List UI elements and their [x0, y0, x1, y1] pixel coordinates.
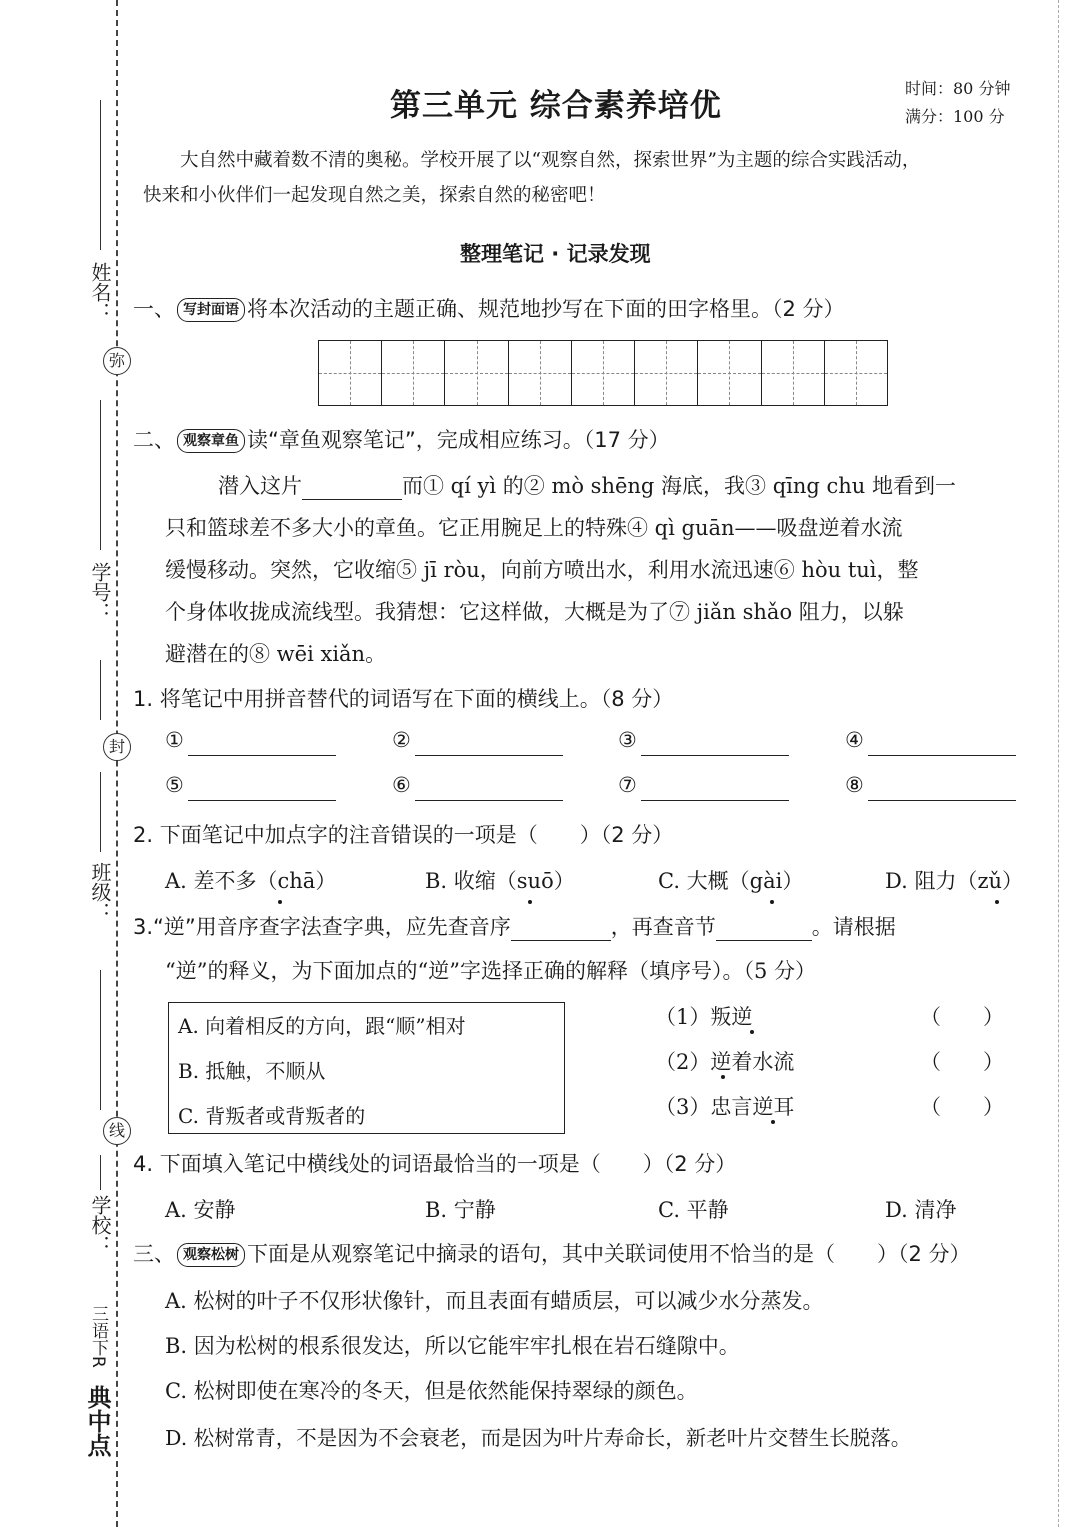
q3-answer-bracket[interactable]: （ ）: [920, 1050, 1004, 1074]
class-label: 班级：: [88, 862, 112, 922]
school-writing-line-top: [100, 970, 101, 1110]
q4-option-c[interactable]: C. 平静: [658, 1198, 729, 1222]
q3-blank-syllable[interactable]: [716, 916, 812, 941]
seal-char-feng: 封: [103, 733, 131, 761]
part3-question: [133, 1238, 971, 1268]
grid-cell[interactable]: [382, 341, 445, 405]
intro-line-1: 大自然中藏着数不清的奥秘。学校开展了以“观察自然，探索世界”为主题的综合实践活动，: [180, 150, 921, 171]
q3-text: ，再查音节: [610, 915, 716, 939]
q1-label-8: ⑧: [845, 773, 864, 797]
name-writing-line: [100, 100, 101, 250]
q1-answer-line[interactable]: [641, 755, 789, 756]
q2-option-d[interactable]: D. 阻力（zǔ）: [885, 869, 1024, 893]
section-heading: 整理笔记 · 记录发现: [460, 242, 651, 266]
q1-label-7: ⑦: [618, 773, 637, 797]
q1-text: 1. 将笔记中用拼音替代的词语写在下面的横线上。（8 分）: [133, 687, 674, 711]
passage-text: 潜入这片: [218, 474, 302, 498]
q4-text: 4. 下面填入笔记中横线处的词语最恰当的一项是（ ）（2 分）: [133, 1152, 737, 1176]
part3-option-c[interactable]: C. 松树即使在寒冷的冬天，但是依然能保持翠绿的颜色。: [165, 1379, 698, 1403]
part2-text: 读“章鱼观察笔记”，完成相应练习。（17 分）: [247, 428, 670, 452]
q1-label-4: ④: [845, 728, 864, 752]
name-label: 姓名：: [88, 262, 112, 322]
page-title: 第三单元 综合素养培优: [390, 88, 722, 124]
class-writing-line: [100, 772, 101, 852]
binding-dashed-line: [116, 0, 118, 1527]
q1-answer-line[interactable]: [868, 755, 1016, 756]
q3-item-1: （1）叛逆: [655, 1005, 753, 1029]
grid-cell[interactable]: [445, 341, 508, 405]
grid-cell[interactable]: [319, 341, 382, 405]
q2-option-b[interactable]: B. 收缩（suō）: [425, 869, 575, 893]
seal-char-mi: 弥: [103, 347, 131, 375]
right-dashed-line: [1058, 0, 1059, 1527]
part3-text: 下面是从观察笔记中摘录的语句，其中关联词使用不恰当的是（ ）（2 分）: [247, 1242, 971, 1266]
definition-c: C. 背叛者或背叛者的: [178, 1104, 366, 1128]
emphasis-dot: [528, 900, 532, 904]
grid-cell[interactable]: [698, 341, 761, 405]
emphasis-dot: [995, 900, 999, 904]
q1-answer-line[interactable]: [188, 800, 336, 801]
q1-answer-line[interactable]: [868, 800, 1016, 801]
q1-label-2: ②: [392, 728, 411, 752]
emphasis-dot: [721, 1075, 725, 1079]
grid-cell[interactable]: [509, 341, 572, 405]
id-writing-line: [100, 400, 101, 550]
emphasis-dot: [750, 1030, 754, 1034]
q1-label-5: ⑤: [165, 773, 184, 797]
grid-cell[interactable]: [762, 341, 825, 405]
grid-cell[interactable]: [635, 341, 698, 405]
id-label: 学号：: [88, 562, 112, 622]
part1-text: 将本次活动的主题正确、规范地抄写在下面的田字格里。（2 分）: [247, 297, 845, 321]
passage-line-5: 避潜在的⑧ wēi xiǎn。: [165, 642, 387, 666]
part2-number: 二、: [133, 428, 175, 452]
class-writing-line-top: [100, 660, 101, 720]
q3-line-1: [133, 911, 896, 941]
passage-line-3: 缓慢移动。突然，它收缩⑤ jī ròu，向前方喷出水，利用水流迅速⑥ hòu tuì，整: [165, 558, 919, 582]
passage-blank[interactable]: [302, 475, 402, 500]
definition-a: A. 向着相反的方向，跟“顺”相对: [178, 1014, 466, 1038]
publisher-logo: 典中点: [83, 1385, 111, 1457]
emphasis-dot: [771, 1120, 775, 1124]
emphasis-dot: [278, 900, 282, 904]
q3-item-3: （3）忠言逆耳: [655, 1095, 795, 1119]
q4-option-b[interactable]: B. 宁静: [425, 1198, 496, 1222]
q3-blank-letter[interactable]: [511, 916, 611, 941]
grade-label: 三语下R: [88, 1305, 108, 1368]
q1-label-1: ①: [165, 728, 184, 752]
q3-text: 3.“逆”用音序查字法查字典，应先查音序: [133, 915, 511, 939]
passage-text: 而① qí yì 的② mò shēng 海底，我③ qīng chu 地看到一: [402, 474, 957, 498]
q1-label-3: ③: [618, 728, 637, 752]
q4-option-a[interactable]: A. 安静: [165, 1198, 236, 1222]
part3-number: 三、: [133, 1242, 175, 1266]
tianzige-grid[interactable]: [318, 340, 888, 406]
q4-option-d[interactable]: D. 清净: [885, 1198, 957, 1222]
grid-cell[interactable]: [825, 341, 887, 405]
school-writing-line: [100, 1155, 101, 1190]
q1-answer-line[interactable]: [415, 800, 563, 801]
full-score: 满分：100 分: [905, 107, 1005, 126]
q1-answer-line[interactable]: [415, 755, 563, 756]
q3-answer-bracket[interactable]: （ ）: [920, 1095, 1004, 1119]
time-limit: 时间：80 分钟: [905, 79, 1011, 98]
q2-option-c[interactable]: C. 大概（gài）: [658, 869, 804, 893]
school-label: 学校：: [88, 1195, 112, 1255]
passage-line-1: [218, 470, 956, 500]
definition-b: B. 抵触，不顺从: [178, 1059, 326, 1083]
part3-tag: 观察松树: [177, 1243, 245, 1267]
passage-line-4: 个身体收拢成流线型。我猜想：它这样做，大概是为了⑦ jiǎn shǎo 阻力，以躲: [165, 600, 904, 624]
part3-option-d[interactable]: D. 松树常青，不是因为不会衰老，而是因为叶片寿命长，新老叶片交替生长脱落。: [165, 1426, 912, 1450]
q1-answer-line[interactable]: [188, 755, 336, 756]
grid-cell[interactable]: [572, 341, 635, 405]
q1-answer-line[interactable]: [641, 800, 789, 801]
part1-question: [133, 293, 845, 323]
part2-question: [133, 424, 670, 454]
q3-item-2: （2）逆着水流: [655, 1050, 795, 1074]
part3-option-a[interactable]: A. 松树的叶子不仅形状像针，而且表面有蜡质层，可以减少水分蒸发。: [165, 1289, 824, 1313]
q2-text: 2. 下面笔记中加点字的注音错误的一项是（ ）（2 分）: [133, 823, 674, 847]
q3-text: 。请根据: [811, 915, 896, 939]
part3-option-b[interactable]: B. 因为松树的根系很发达，所以它能牢牢扎根在岩石缝隙中。: [165, 1334, 740, 1358]
seal-char-xian: 线: [103, 1117, 131, 1145]
emphasis-dot: [770, 900, 774, 904]
q3-line-2: “逆”的释义，为下面加点的“逆”字选择正确的解释（填序号）。（5 分）: [165, 959, 816, 983]
q3-answer-bracket[interactable]: （ ）: [920, 1005, 1004, 1029]
part1-tag: 写封面语: [177, 298, 245, 322]
q2-option-a[interactable]: A. 差不多（chā）: [165, 869, 337, 893]
q1-label-6: ⑥: [392, 773, 411, 797]
intro-line-2: 快来和小伙伴们一起发现自然之美，探索自然的秘密吧！: [143, 185, 606, 206]
part2-tag: 观察章鱼: [177, 429, 245, 453]
part1-number: 一、: [133, 297, 175, 321]
passage-line-2: 只和篮球差不多大小的章鱼。它正用腕足上的特殊④ qì guān——吸盘逆着水流: [165, 516, 903, 540]
